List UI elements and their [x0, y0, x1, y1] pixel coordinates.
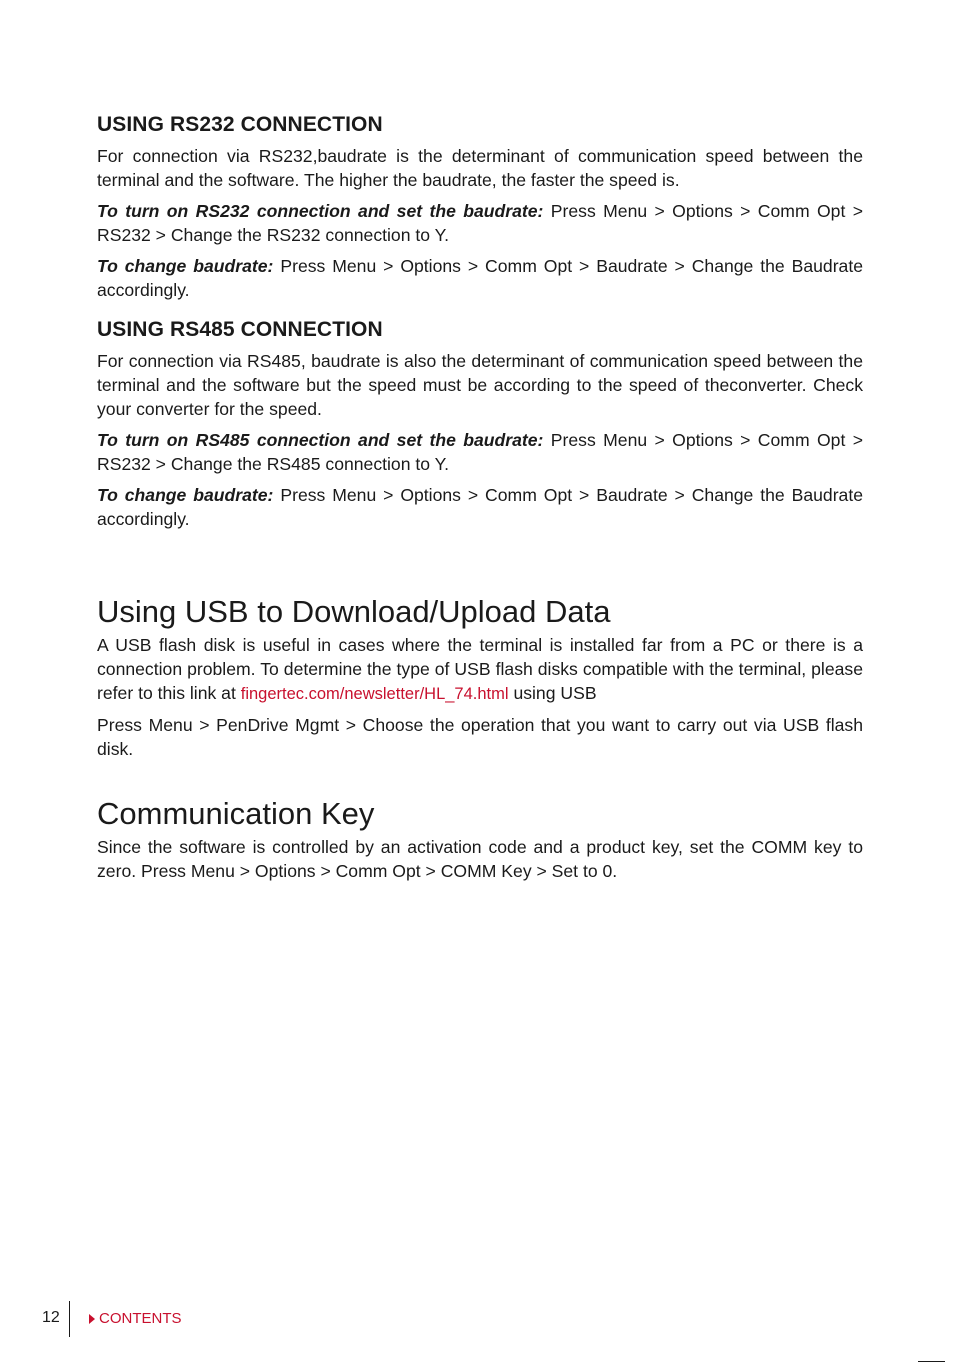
rs485-turn-on-paragraph [97, 428, 863, 476]
rs232-intro: For connection via RS232,baudrate is the determinant of communication speed between the terminal and the software. The higher the baudrate, the faster the speed is. [97, 146, 863, 190]
rs232-heading: USING RS232 CONNECTION [97, 113, 383, 136]
corner-rule [918, 1361, 945, 1362]
rs232-turn-on-lead: To turn on RS232 connection and set the baudrate: [97, 201, 544, 221]
comm-key-heading: Communication Key [97, 796, 375, 831]
rs485-change-paragraph [97, 483, 863, 531]
usb-intro-tail: using USB [513, 683, 597, 703]
triangle-right-icon [89, 1314, 95, 1324]
comm-key-text: Since the software is controlled by an activation code and a product key, set the COMM key to zero. Press Menu > Options > Comm Opt > COMM Key > Set to 0. [97, 837, 863, 881]
contents-link[interactable] [89, 1309, 182, 1329]
rs485-heading: USING RS485 CONNECTION [97, 318, 383, 341]
rs232-change-paragraph [97, 254, 863, 302]
usb-intro-text: A USB flash disk is useful in cases where the terminal is installed far from a PC or there is a connection problem. To determine the type of USB flash disks compatible with the terminal, please refer to this link at [97, 635, 863, 703]
usb-instructions: Press Menu > PenDrive Mgmt > Choose the operation that you want to carry out via USB flash disk. [97, 715, 863, 759]
contents-label: CONTENTS [99, 1310, 182, 1327]
rs232-change-lead: To change baudrate: [97, 256, 274, 276]
usb-intro [97, 633, 863, 706]
newsletter-link[interactable]: fingertec.com/newsletter/HL_74.html [240, 685, 509, 703]
page-content [97, 112, 863, 890]
rs232-turn-on-text: Press Menu > Options > Comm Opt > RS232 > Change the RS232 connection to Y. [97, 201, 863, 245]
rs485-turn-on-text: Press Menu > Options > Comm Opt > RS232 > Change the RS485 connection to Y. [97, 430, 863, 474]
rs485-change-lead: To change baudrate: [97, 485, 274, 505]
page-number: 12 [42, 1309, 60, 1326]
rs485-intro: For connection via RS485, baudrate is also the determinant of communication speed between the terminal and the software but the speed must be according to the speed of theconverter. Check your converter for the speed. [97, 351, 863, 419]
rs485-turn-on-lead: To turn on RS485 connection and set the baudrate: [97, 430, 544, 450]
rs232-turn-on-paragraph [97, 199, 863, 247]
rs485-change-text: Press Menu > Options > Comm Opt > Baudrate > Change the Baudrate accordingly. [97, 485, 864, 529]
footer-divider [69, 1301, 70, 1337]
usb-heading: Using USB to Download/Upload Data [97, 594, 611, 629]
rs232-change-text: Press Menu > Options > Comm Opt > Baudrate > Change the Baudrate accordingly. [97, 256, 864, 300]
